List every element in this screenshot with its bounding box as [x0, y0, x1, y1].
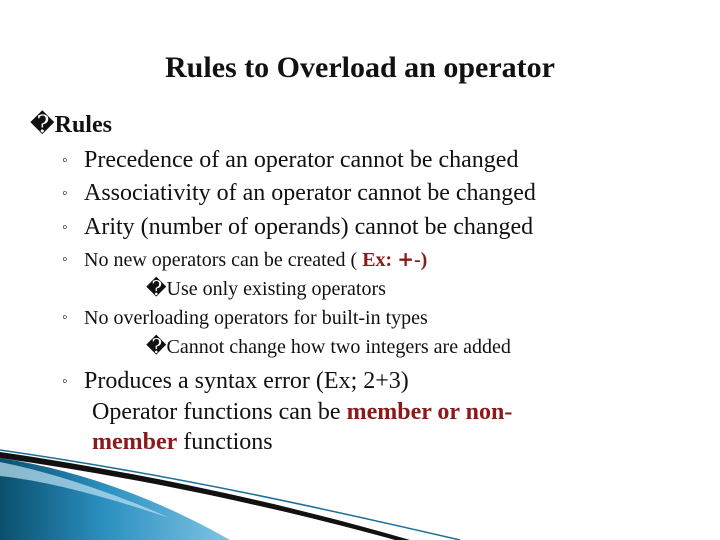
continuation-accent: member [92, 429, 178, 455]
bullet-text: Precedence of an operator cannot be changed [84, 147, 519, 173]
sub-bullet-text: Cannot change how two integers are added [166, 336, 511, 358]
example-label: Ex: [362, 249, 398, 271]
bullet-glyph: � [146, 336, 167, 358]
bullet-glyph: ◦ [62, 219, 68, 236]
bullet-glyph: ◦ [62, 185, 68, 202]
bullet-glyph: ◦ [62, 152, 68, 169]
bullet-text: Produces a syntax error (Ex; 2+3) [84, 368, 409, 394]
section-heading-label: Rules [54, 112, 112, 138]
page-title: Rules to Overload an operator [165, 51, 555, 84]
example-tail: -) [413, 249, 428, 271]
continuation-text: Operator functions can be [92, 399, 347, 425]
bullet-text: Associativity of an operator cannot be changed [84, 180, 536, 206]
bullet-text: Arity (number of operands) cannot be changed [84, 214, 534, 240]
continuation-text: functions [177, 429, 273, 455]
sub-bullet-text: Use only existing operators [166, 278, 386, 300]
continuation-accent: member or non- [346, 399, 513, 425]
bullet-glyph: � [30, 112, 55, 138]
bullet-glyph: ◦ [62, 373, 68, 390]
bullet-text: No new operators can be created ( [84, 249, 363, 271]
plus-symbol: + [397, 247, 414, 271]
bullet-glyph: ◦ [62, 251, 68, 268]
bullet-text: No overloading operators for built-in types [84, 307, 428, 329]
bullet-glyph: ◦ [62, 309, 68, 326]
bullet-glyph: � [146, 278, 167, 300]
